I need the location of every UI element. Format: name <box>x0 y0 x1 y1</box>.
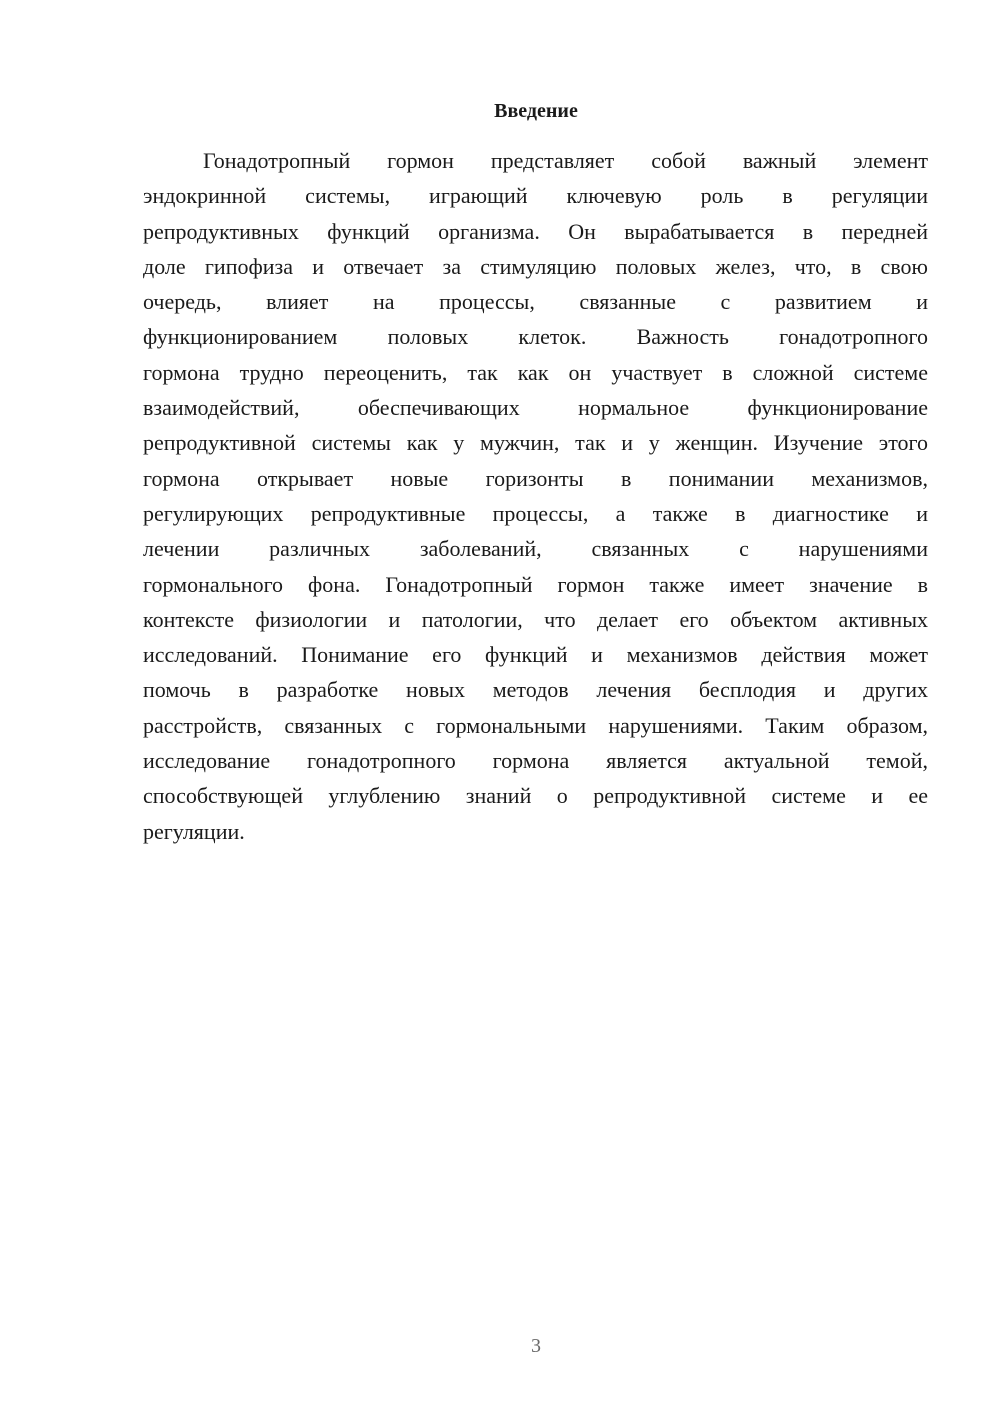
paragraph-line: регуляции. <box>143 818 245 844</box>
paragraph-line: способствующей углублению знаний о репродуктивной системе и ее <box>143 783 928 809</box>
paragraph-line: гормонального фона. Гонадотропный гормон также имеет значение в <box>143 571 928 597</box>
paragraph-line: регулирующих репродуктивные процессы, а также в диагностике и <box>143 500 928 526</box>
paragraph-line: взаимодействий, обеспечивающих нормальное функционирование <box>143 395 928 421</box>
paragraph-line: исследований. Понимание его функций и механизмов действия может <box>143 642 928 668</box>
paragraph-line: помочь в разработке новых методов лечения бесплодия и других <box>143 677 928 703</box>
paragraph-line: контексте физиологии и патологии, что делает его объектом активных <box>143 606 928 632</box>
paragraph-line: очередь, влияет на процессы, связанные с развитием и <box>143 289 928 315</box>
paragraph-line: репродуктивной системы как у мужчин, так и у женщин. Изучение этого <box>143 430 928 456</box>
paragraph-line: Гонадотропный гормон представляет собой важный элемент <box>203 148 928 173</box>
paragraph-line: гормона открывает новые горизонты в понимании механизмов, <box>143 465 928 491</box>
body-paragraph <box>143 143 928 849</box>
paragraph-line: лечении различных заболеваний, связанных с нарушениями <box>143 536 928 562</box>
paragraph-line: эндокринной системы, играющий ключевую роль в регуляции <box>143 183 928 209</box>
paragraph-line: доле гипофиза и отвечает за стимуляцию половых желез, что, в свою <box>143 253 928 279</box>
paragraph-line: исследование гонадотропного гормона является актуальной темой, <box>143 748 928 774</box>
paragraph-line: репродуктивных функций организма. Он вырабатывается в передней <box>143 218 928 244</box>
paragraph-line: функционированием половых клеток. Важность гонадотропного <box>143 324 928 350</box>
page-number: 3 <box>531 1335 541 1357</box>
section-heading: Введение <box>494 100 578 122</box>
paragraph-line: расстройств, связанных с гормональными нарушениями. Таким образом, <box>143 712 928 738</box>
paragraph-line: гормона трудно переоценить, так как он участвует в сложной системе <box>143 359 928 385</box>
